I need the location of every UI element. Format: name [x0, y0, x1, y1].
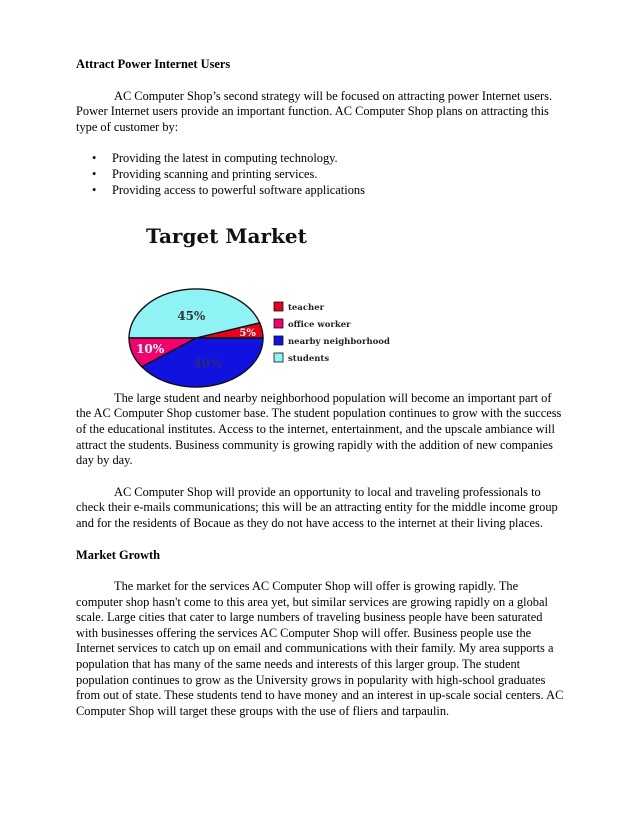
legend-label-nearby-neighborhood: nearby neighborhood	[288, 336, 390, 347]
list-item: • Providing access to powerful software applications	[112, 183, 564, 199]
student-paragraph: The large student and nearby neighborhood population will become an important part of the AC Computer Shop customer base. The student population continues to grow with the success of the educational institutes. Access to the internet, entertainment, and the upscale ambiance will attract the students. Business community is growing rapidly with the addition of new companies day by day.	[76, 390, 562, 468]
professionals-paragraph: AC Computer Shop will provide an opportunity to local and traveling professionals to check their e-mails communications; this will be an attracting entity for the middle income group and for the residents of Bocaue as they do not have access to the internet at their living places.	[76, 484, 558, 530]
list-item: • Providing scanning and printing services.	[112, 167, 564, 183]
strategy-list	[76, 151, 564, 198]
slice-label-nearby-neighborhood: 40%	[193, 356, 222, 371]
legend-swatch-nearby-neighborhood	[274, 336, 283, 345]
target-market-chart	[76, 213, 564, 391]
legend-label-teacher: teacher	[288, 302, 325, 313]
pie-chart-svg	[126, 213, 436, 391]
section-heading-market-growth: Market Growth	[76, 547, 161, 562]
legend-swatch-students	[274, 353, 283, 362]
legend-swatch-teacher	[274, 302, 283, 311]
slice-label-students: 45%	[177, 308, 206, 323]
chart-title: Target Market	[146, 223, 307, 248]
section-heading-power-users: Attract Power Internet Users	[76, 57, 231, 71]
legend-label-students: students	[288, 353, 330, 364]
slice-label-teacher: 5%	[239, 327, 256, 339]
intro-paragraph: AC Computer Shop’s second strategy will be focused on attracting power Internet users. Power Internet users provide an important function. AC Computer Shop plans on attracting this type of customer by:	[76, 88, 553, 134]
legend-swatch-office-worker	[274, 319, 283, 328]
market-growth-paragraph: The market for the services AC Computer Shop will offer is growing rapidly. The computer shop hasn't come to this area yet, but similar services are growing rapidly on a global scale. Large cities that cater to large numbers of traveling business people have been saturated with businesses offering the services AC Computer Shop will offer. Business people use the Internet services to catch up on email and communications with their family. My area supports a population that has many of the same needs and interests of this larger group. The student population continues to grow as the University grows in popularity with high-school graduates from out of state. These students tend to have money and an interest in up-scale social centers. AC Computer Shop will target these groups with the use of fliers and tarpaulin.	[76, 579, 564, 718]
slice-label-office-worker: 10%	[136, 341, 165, 356]
legend-label-office-worker: office worker	[288, 319, 351, 330]
list-item: • Providing the latest in computing technology.	[112, 151, 564, 167]
document-page	[76, 57, 564, 719]
